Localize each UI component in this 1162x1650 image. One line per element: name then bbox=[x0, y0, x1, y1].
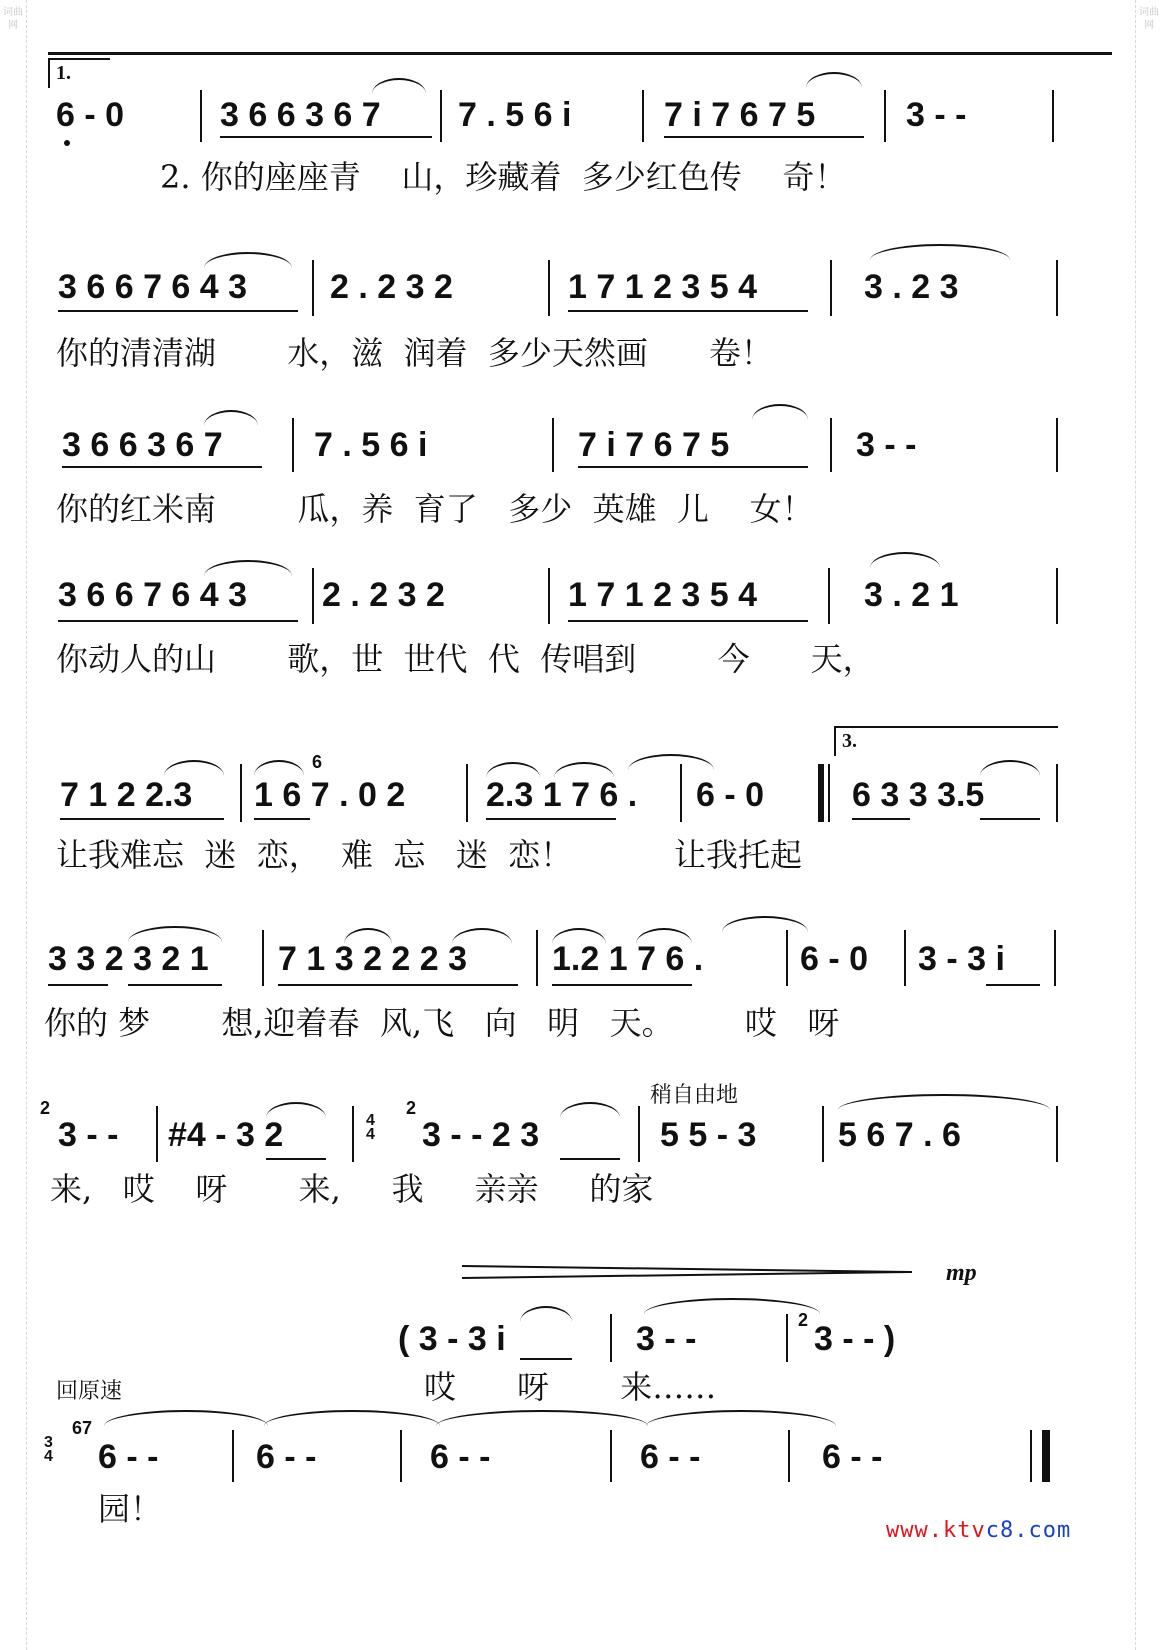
measure-notes: ( 3 - 3 i bbox=[398, 1320, 506, 1358]
slur bbox=[722, 916, 808, 932]
measure-notes: 3 - - ) bbox=[814, 1320, 896, 1358]
measure-notes: 7 . 5 6 i bbox=[458, 96, 572, 134]
watermark-part1: www.ktv bbox=[886, 1518, 986, 1543]
tempo-marking-free: 稍自由地 bbox=[650, 1083, 739, 1108]
barline bbox=[312, 568, 314, 624]
measure-notes: 3 - - bbox=[636, 1320, 697, 1358]
low-octave-dot bbox=[64, 140, 70, 146]
barline bbox=[240, 764, 242, 822]
score-row-8 bbox=[0, 1292, 1162, 1406]
barline bbox=[232, 1430, 234, 1482]
measure-notes: 3 - - bbox=[58, 1116, 119, 1154]
measure-notes: 2.3 1 7 6 . bbox=[486, 776, 638, 814]
beam-line bbox=[278, 984, 518, 986]
measure-notes: 6 - 0 bbox=[696, 776, 765, 814]
slur bbox=[104, 1410, 268, 1426]
slur bbox=[452, 928, 512, 944]
grace-note: 2 bbox=[40, 1098, 51, 1118]
barline bbox=[1056, 418, 1058, 472]
slur bbox=[752, 404, 808, 420]
beam-line bbox=[48, 984, 108, 986]
barline bbox=[828, 764, 830, 822]
side-watermark-text-right: 词曲网 bbox=[1139, 7, 1159, 31]
decrescendo-hairpin bbox=[462, 1262, 912, 1282]
barline bbox=[680, 764, 682, 822]
measure-notes: 2 . 2 3 2 bbox=[330, 268, 453, 306]
grace-note: 6 bbox=[312, 752, 323, 772]
measure-notes: 2 . 2 3 2 bbox=[322, 576, 445, 614]
barline bbox=[1056, 1106, 1058, 1162]
time-signature-3-4: 3 4 bbox=[44, 1434, 53, 1465]
measure-notes: 3 6 6 7 6 4 3 bbox=[58, 576, 248, 614]
slur bbox=[372, 78, 426, 94]
barline bbox=[548, 260, 550, 316]
barline bbox=[830, 260, 832, 316]
measure-notes: 6 - - bbox=[822, 1438, 883, 1476]
slur bbox=[436, 1410, 648, 1426]
measure-notes: 6 3 3 3.5 bbox=[852, 776, 985, 814]
measure-notes: 7 1 2 2.3 bbox=[60, 776, 193, 814]
measure-notes: 7 . 5 6 i bbox=[314, 426, 428, 464]
slur bbox=[204, 410, 258, 426]
final-barline-thick bbox=[1042, 1430, 1050, 1482]
slur bbox=[554, 762, 614, 778]
slur bbox=[628, 754, 714, 770]
slur bbox=[552, 928, 606, 944]
grace-note: 67 bbox=[72, 1418, 93, 1438]
measure-notes: 6 - - bbox=[256, 1438, 317, 1476]
volta-bracket-1: 1. bbox=[48, 58, 110, 88]
barline bbox=[786, 1314, 788, 1362]
beam-line bbox=[62, 466, 262, 468]
beam-line bbox=[486, 818, 616, 820]
beam-line bbox=[58, 620, 298, 622]
beam-line bbox=[852, 818, 910, 820]
slur bbox=[266, 1102, 326, 1118]
lyric-line: 园！ bbox=[98, 1490, 163, 1528]
beam-line bbox=[220, 136, 432, 138]
slur bbox=[486, 762, 540, 778]
barline bbox=[466, 764, 468, 822]
barline bbox=[884, 90, 886, 142]
barline bbox=[822, 1106, 824, 1162]
beam-line bbox=[560, 1158, 620, 1160]
dynamic-mp: mp bbox=[946, 1260, 977, 1286]
score-row-4 bbox=[0, 548, 1162, 698]
lyric-line: 你的清清湖 水，滋 润着 多少天然画 卷！ bbox=[56, 334, 773, 372]
measure-notes: #4 - 3 2 bbox=[168, 1116, 284, 1154]
beam-line bbox=[568, 620, 808, 622]
staff-top-rule bbox=[48, 52, 1112, 55]
slur bbox=[636, 928, 692, 944]
slur bbox=[164, 760, 224, 776]
time-signature-4-4: 4 4 bbox=[366, 1112, 375, 1143]
measure-notes: 6 - - bbox=[640, 1438, 701, 1476]
beam-line bbox=[568, 310, 808, 312]
slur bbox=[560, 1102, 620, 1118]
site-watermark bbox=[886, 1518, 1071, 1543]
slur bbox=[646, 1410, 836, 1426]
grace-note: 2 bbox=[406, 1098, 417, 1118]
slur bbox=[204, 560, 292, 576]
slur bbox=[644, 1298, 820, 1314]
measure-notes: 6 - - bbox=[98, 1438, 159, 1476]
measure-notes: 3 6 6 3 6 7 bbox=[62, 426, 223, 464]
barline bbox=[828, 568, 830, 624]
lyric-line: 2. 你的座座青 山，珍藏着 多少红色传 奇！ bbox=[160, 158, 847, 196]
measure-notes: 6 - 0 bbox=[56, 96, 125, 134]
barline bbox=[262, 930, 264, 986]
lyric-line: 你的 梦 想,迎着春 风,飞 向 明 天。 哎 呀 bbox=[44, 1004, 840, 1042]
barline bbox=[312, 260, 314, 316]
barline bbox=[1056, 568, 1058, 624]
barline bbox=[440, 90, 442, 142]
beam-line bbox=[552, 984, 692, 986]
grace-note: 2 bbox=[798, 1310, 809, 1330]
measure-notes: 6 - 0 bbox=[800, 940, 869, 978]
beam-line bbox=[578, 466, 808, 468]
slur bbox=[870, 552, 940, 568]
slur bbox=[980, 760, 1040, 776]
score-row-1 bbox=[0, 62, 1162, 220]
measure-notes: 3 - - bbox=[856, 426, 917, 464]
slur bbox=[520, 1306, 572, 1322]
slur bbox=[838, 1094, 1050, 1110]
slur bbox=[204, 252, 292, 268]
score-row-7 bbox=[0, 1074, 1162, 1224]
barline bbox=[638, 1106, 640, 1162]
barline bbox=[786, 930, 788, 986]
barline bbox=[156, 1106, 158, 1162]
measure-notes: 6 - - bbox=[430, 1438, 491, 1476]
barline bbox=[610, 1430, 612, 1482]
barline bbox=[610, 1314, 612, 1362]
beam-line bbox=[980, 818, 1040, 820]
measure-notes: 5 6 7 . 6 bbox=[838, 1116, 961, 1154]
beam-line bbox=[58, 310, 298, 312]
barline bbox=[642, 90, 644, 142]
beam-line bbox=[986, 984, 1040, 986]
barline bbox=[1056, 764, 1058, 822]
barline bbox=[548, 568, 550, 624]
barline bbox=[400, 1430, 402, 1482]
lyric-line: 哎 呀 来…… bbox=[424, 1368, 717, 1406]
measure-notes: 3 3 2 3 2 1 bbox=[48, 940, 209, 978]
barline bbox=[1056, 260, 1058, 316]
score-row-6 bbox=[0, 908, 1162, 1058]
barline bbox=[352, 1106, 354, 1162]
barline bbox=[788, 1430, 790, 1482]
tempo-marking-original: 回原速 bbox=[56, 1379, 123, 1404]
score-row-5 bbox=[0, 724, 1162, 884]
slur bbox=[254, 760, 304, 776]
measure-notes: 3 6 6 7 6 4 3 bbox=[58, 268, 248, 306]
final-barline-thin bbox=[1030, 1430, 1032, 1482]
barline bbox=[200, 90, 202, 142]
lyric-line: 来, 哎 呀 来, 我 亲亲 的家 bbox=[50, 1170, 654, 1208]
measure-notes: 3 - - bbox=[906, 96, 967, 134]
slur bbox=[870, 244, 1010, 260]
score-row-2 bbox=[0, 240, 1162, 380]
measure-notes: 3 . 2 3 bbox=[864, 268, 959, 306]
beam-line bbox=[254, 818, 310, 820]
slur bbox=[806, 72, 862, 88]
beam-line bbox=[520, 1358, 572, 1360]
lyric-line: 让我难忘 迷 恋， 难 忘 迷 恋！ 让我托起 bbox=[56, 836, 802, 874]
measure-notes: 3 6 6 3 6 7 bbox=[220, 96, 381, 134]
barline bbox=[536, 930, 538, 986]
measure-notes: 7 1 3 2 2 2 3 bbox=[278, 940, 468, 978]
score-row-3 bbox=[0, 400, 1162, 540]
watermark-part2: c8.com bbox=[985, 1518, 1072, 1543]
slur bbox=[264, 1410, 440, 1426]
beam-line bbox=[664, 136, 864, 138]
score-row-9 bbox=[0, 1400, 1162, 1530]
measure-notes: 3 - - 2 3 bbox=[422, 1116, 540, 1154]
barline bbox=[1054, 930, 1056, 986]
measure-notes: 7 i 7 6 7 5 bbox=[664, 96, 816, 134]
volta-bracket-3: 3. bbox=[834, 726, 1058, 756]
barline bbox=[904, 930, 906, 986]
measure-notes: 5 5 - 3 bbox=[660, 1116, 757, 1154]
lyric-line: 你的红米南 瓜，养 育了 多少 英雄 儿 女！ bbox=[56, 490, 814, 528]
measure-notes: 7 i 7 6 7 5 bbox=[578, 426, 730, 464]
measure-notes: 1 7 1 2 3 5 4 bbox=[568, 268, 758, 306]
beam-line bbox=[266, 1158, 326, 1160]
side-watermark-text: 词曲网 bbox=[3, 7, 23, 31]
barline bbox=[552, 418, 554, 472]
barline bbox=[1052, 90, 1054, 142]
barline bbox=[830, 418, 832, 472]
measure-notes: 3 - 3 i bbox=[918, 940, 1005, 978]
beam-line bbox=[128, 984, 222, 986]
beam-line bbox=[60, 818, 224, 820]
slur bbox=[344, 928, 392, 944]
barline bbox=[292, 418, 294, 472]
measure-notes: 1 7 1 2 3 5 4 bbox=[568, 576, 758, 614]
repeat-end-barline bbox=[818, 764, 824, 822]
slur bbox=[128, 926, 222, 942]
measure-notes: 1 6 7 . 0 2 bbox=[254, 776, 406, 814]
lyric-line: 你动人的山 歌，世 世代 代 传唱到 今 天， bbox=[56, 640, 875, 678]
measure-notes: 3 . 2 1 bbox=[864, 576, 959, 614]
measure-notes: 1.2 1 7 6 . bbox=[552, 940, 704, 978]
